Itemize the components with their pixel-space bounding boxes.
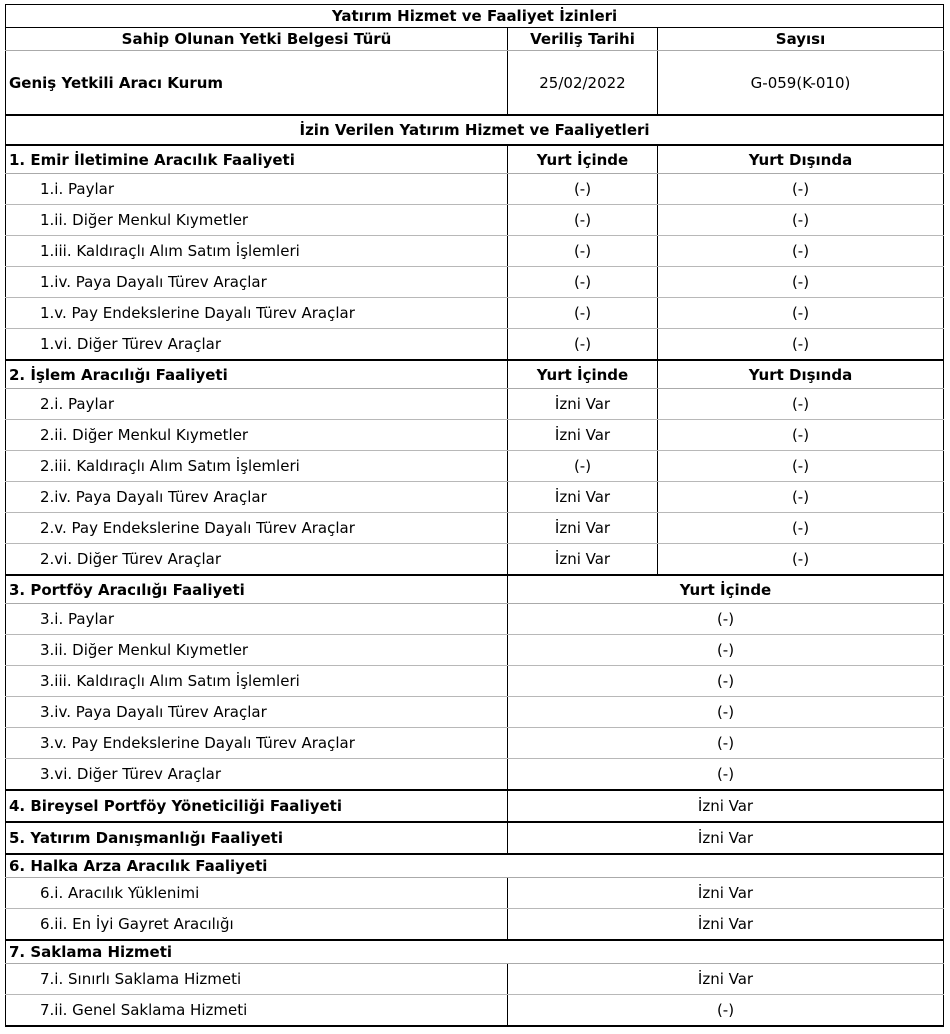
table-row [6, 482, 944, 513]
row-label: 1.v. Pay Endekslerine Dayalı Türev Araçlar [6, 298, 508, 329]
table-row [6, 389, 944, 420]
category-title: 3. Portföy Aracılığı Faaliyeti [6, 575, 508, 604]
category-row [6, 575, 944, 604]
row-label: 2.ii. Diğer Menkul Kıymetler [6, 420, 508, 451]
column-domestic: Yurt İçinde [508, 145, 658, 174]
header-row [6, 28, 944, 51]
column-abroad: Yurt Dışında [658, 360, 944, 389]
row-label: 3.v. Pay Endekslerine Dayalı Türev Araçlar [6, 728, 508, 759]
row-label: 6.i. Aracılık Yüklenimi [6, 878, 508, 909]
table-row [6, 697, 944, 728]
row-label: 2.v. Pay Endekslerine Dayalı Türev Araçlar [6, 513, 508, 544]
table-row [6, 909, 944, 941]
row-value: İzni Var [508, 964, 944, 995]
row-abroad-value: (-) [658, 451, 944, 482]
row-abroad-value: (-) [658, 329, 944, 361]
row-domestic-value: (-) [508, 759, 944, 791]
row-label: 1.vi. Diğer Türev Araçlar [6, 329, 508, 361]
row-label: 3.iii. Kaldıraçlı Alım Satım İşlemleri [6, 666, 508, 697]
category-title: 6. Halka Arza Aracılık Faaliyeti [6, 854, 944, 878]
table-row [6, 666, 944, 697]
row-domestic-value: (-) [508, 174, 658, 205]
row-label: 2.iv. Paya Dayalı Türev Araçlar [6, 482, 508, 513]
row-label: 2.vi. Diğer Türev Araçlar [6, 544, 508, 576]
section-title: İzin Verilen Yatırım Hizmet ve Faaliyetleri [6, 115, 944, 145]
row-domestic-value: (-) [508, 728, 944, 759]
table-row [6, 205, 944, 236]
category-title: 4. Bireysel Portföy Yöneticiliği Faaliyeti [6, 790, 508, 822]
category-row [6, 145, 944, 174]
category-title: 5. Yatırım Danışmanlığı Faaliyeti [6, 822, 508, 854]
category-value: İzni Var [508, 790, 944, 822]
row-abroad-value: (-) [658, 420, 944, 451]
category-title: 7. Saklama Hizmeti [6, 940, 944, 964]
entity-number: G-059(K-010) [658, 51, 944, 116]
entity-date: 25/02/2022 [508, 51, 658, 116]
table-row [6, 995, 944, 1027]
section-title-row [6, 115, 944, 145]
category-value: İzni Var [508, 822, 944, 854]
row-label: 3.iv. Paya Dayalı Türev Araçlar [6, 697, 508, 728]
category-row [6, 940, 944, 964]
table-row [6, 878, 944, 909]
row-domestic-value: İzni Var [508, 389, 658, 420]
row-label: 2.i. Paylar [6, 389, 508, 420]
row-domestic-value: İzni Var [508, 544, 658, 576]
row-label: 3.i. Paylar [6, 604, 508, 635]
row-label: 1.iv. Paya Dayalı Türev Araçlar [6, 267, 508, 298]
entity-type: Geniş Yetkili Aracı Kurum [6, 51, 508, 116]
row-label: 6.ii. En İyi Gayret Aracılığı [6, 909, 508, 941]
table-row [6, 329, 944, 361]
row-label: 1.ii. Diğer Menkul Kıymetler [6, 205, 508, 236]
row-abroad-value: (-) [658, 174, 944, 205]
table-row [6, 964, 944, 995]
header-issue-date: Veriliş Tarihi [508, 28, 658, 51]
row-abroad-value: (-) [658, 544, 944, 576]
row-value: (-) [508, 995, 944, 1027]
category-row [6, 854, 944, 878]
row-label: 3.vi. Diğer Türev Araçlar [6, 759, 508, 791]
row-domestic-value: (-) [508, 298, 658, 329]
header-license-type: Sahip Olunan Yetki Belgesi Türü [6, 28, 508, 51]
row-domestic-value: (-) [508, 697, 944, 728]
row-domestic-value: (-) [508, 666, 944, 697]
row-domestic-value: (-) [508, 205, 658, 236]
table-row [6, 728, 944, 759]
row-value: İzni Var [508, 909, 944, 941]
row-domestic-value: (-) [508, 451, 658, 482]
row-label: 3.ii. Diğer Menkul Kıymetler [6, 635, 508, 666]
row-abroad-value: (-) [658, 267, 944, 298]
table-row [6, 451, 944, 482]
table-row [6, 544, 944, 576]
row-abroad-value: (-) [658, 482, 944, 513]
column-domestic: Yurt İçinde [508, 575, 944, 604]
permissions-document [5, 4, 943, 1027]
entity-row [6, 51, 944, 116]
row-domestic-value: (-) [508, 236, 658, 267]
row-label: 7.i. Sınırlı Saklama Hizmeti [6, 964, 508, 995]
row-domestic-value: (-) [508, 329, 658, 361]
category-row [6, 790, 944, 822]
row-label: 2.iii. Kaldıraçlı Alım Satım İşlemleri [6, 451, 508, 482]
row-domestic-value: (-) [508, 635, 944, 666]
row-abroad-value: (-) [658, 513, 944, 544]
category-row [6, 822, 944, 854]
table-row [6, 604, 944, 635]
table-row [6, 298, 944, 329]
row-abroad-value: (-) [658, 298, 944, 329]
row-domestic-value: İzni Var [508, 513, 658, 544]
category-title: 1. Emir İletimine Aracılık Faaliyeti [6, 145, 508, 174]
permissions-table [5, 4, 944, 1027]
table-row [6, 635, 944, 666]
row-domestic-value: (-) [508, 604, 944, 635]
row-domestic-value: İzni Var [508, 420, 658, 451]
row-label: 1.iii. Kaldıraçlı Alım Satım İşlemleri [6, 236, 508, 267]
table-row [6, 420, 944, 451]
page-title: Yatırım Hizmet ve Faaliyet İzinleri [6, 5, 944, 28]
row-domestic-value: İzni Var [508, 482, 658, 513]
row-abroad-value: (-) [658, 205, 944, 236]
category-row [6, 360, 944, 389]
table-row [6, 267, 944, 298]
table-row [6, 513, 944, 544]
table-title-row [6, 5, 944, 28]
row-label: 7.ii. Genel Saklama Hizmeti [6, 995, 508, 1027]
table-row [6, 174, 944, 205]
column-domestic: Yurt İçinde [508, 360, 658, 389]
row-abroad-value: (-) [658, 389, 944, 420]
row-value: İzni Var [508, 878, 944, 909]
header-number: Sayısı [658, 28, 944, 51]
category-title: 2. İşlem Aracılığı Faaliyeti [6, 360, 508, 389]
row-domestic-value: (-) [508, 267, 658, 298]
table-row [6, 759, 944, 791]
row-label: 1.i. Paylar [6, 174, 508, 205]
table-row [6, 236, 944, 267]
column-abroad: Yurt Dışında [658, 145, 944, 174]
row-abroad-value: (-) [658, 236, 944, 267]
